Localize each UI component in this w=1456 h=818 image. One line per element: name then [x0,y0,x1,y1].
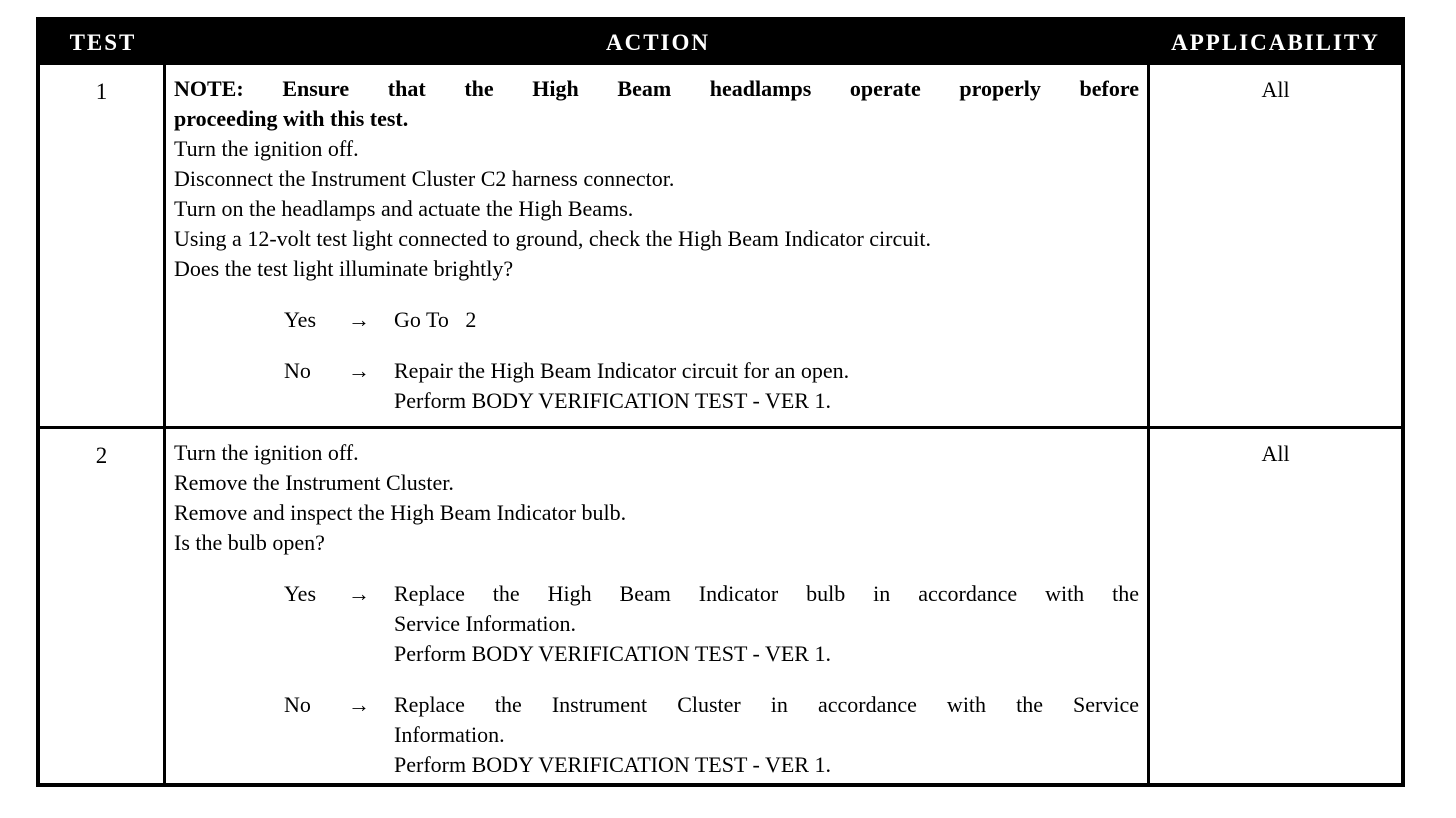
branch-result-line: Perform BODY VERIFICATION TEST - VER 1. [394,752,831,777]
action-cell [166,65,1150,426]
branch-result-line: Perform BODY VERIFICATION TEST - VER 1. [394,641,831,666]
branch-answer-label: No [284,692,311,717]
branch-result [394,356,1139,416]
branch-result-line: Go To 2 [394,307,477,332]
test-number-cell: 1 [40,65,166,426]
branch-result [394,305,1139,335]
test-number-cell: 2 [40,429,166,783]
branch-no [174,690,1139,780]
step-line: Remove the Instrument Cluster. [174,470,454,495]
branch-indent [174,356,284,416]
applicability-cell: All [1261,441,1290,466]
table-row-test-1 [40,65,1401,426]
step-line: Turn the ignition off. [174,440,359,465]
branch-result-line: Replace the High Beam Indicator bulb in accordance with the [394,581,1139,606]
arrow-right-icon: → [348,692,370,717]
branch-result-line: Information. [394,722,505,747]
branch-yes [174,305,1139,335]
step-line: Turn the ignition off. [174,136,359,161]
branch-result [394,690,1139,780]
diagnostic-test-table [36,17,1405,787]
branch-yes [174,579,1139,669]
question-line: Is the bulb open? [174,530,325,555]
arrow-right-icon: → [348,358,370,383]
applicability-cell: All [1261,77,1290,102]
column-header-applicability: APPLICABILITY [1171,30,1380,55]
branch-indent [174,305,284,335]
arrow-right-icon: → [348,581,370,606]
branch-answer-label: Yes [284,307,317,332]
branch-indent [174,579,284,669]
branch-result-line: Replace the Instrument Cluster in accordance with the Service [394,692,1139,717]
branch-no [174,356,1139,416]
table-row-test-2 [40,426,1401,783]
step-line: Turn on the headlamps and actuate the High Beams. [174,196,634,221]
question-line: Does the test light illuminate brightly? [174,256,514,281]
step-line: Remove and inspect the High Beam Indicator bulb. [174,500,627,525]
branch-result-line: Repair the High Beam Indicator circuit for an open. [394,358,850,383]
branch-result-line: Service Information. [394,611,577,636]
step-line: Using a 12-volt test light connected to ground, check the High Beam Indicator circuit. [174,226,931,251]
table-header-row [40,21,1401,65]
note-text: NOTE: Ensure that the High Beam headlamps operate properly before [174,76,1139,101]
branch-answer-label: No [284,358,311,383]
branch-result-line: Perform BODY VERIFICATION TEST - VER 1. [394,388,831,413]
branch-answer-label: Yes [284,581,317,606]
action-cell [166,429,1150,783]
branch-result [394,579,1139,669]
branch-indent [174,690,284,780]
note-text: proceeding with this test. [174,106,409,131]
arrow-right-icon: → [348,307,370,332]
column-header-action: ACTION [605,30,710,55]
column-header-test: TEST [69,30,137,55]
step-line: Disconnect the Instrument Cluster C2 harness connector. [174,166,675,191]
